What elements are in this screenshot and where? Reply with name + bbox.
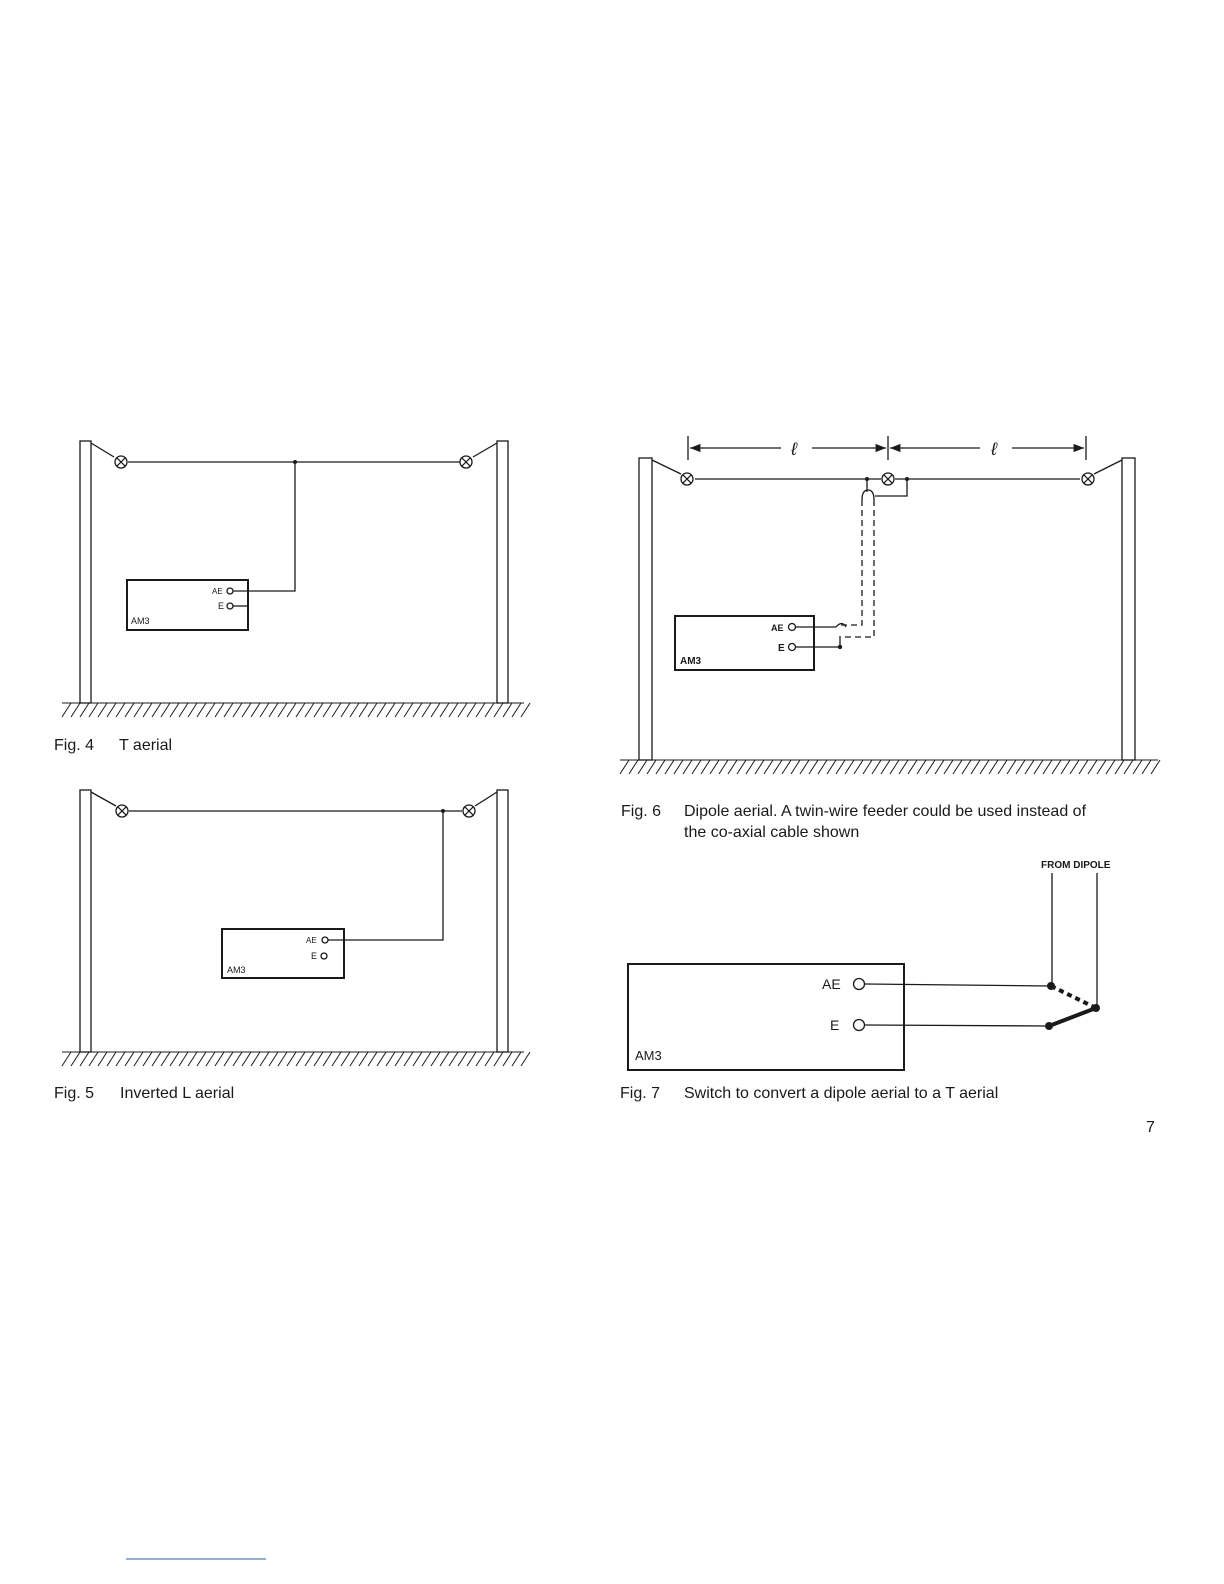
insulator-icon [882, 473, 894, 485]
ground-hatching [62, 1052, 530, 1066]
figure-number: Fig. 4 [54, 737, 95, 754]
coaxial-cable [840, 500, 862, 625]
insulator-icon [460, 456, 472, 468]
figure-4-t-aerial [54, 441, 530, 754]
figure-7-switch [620, 860, 1111, 1102]
e-terminal-label: E [778, 643, 785, 654]
left-mast [80, 790, 91, 1052]
insulator-icon [681, 473, 693, 485]
receiver-label: AM3 [680, 656, 702, 667]
right-mast [497, 790, 508, 1052]
ae-terminal-label: AE [212, 587, 223, 596]
receiver-label: AM3 [227, 965, 246, 975]
figure-caption-line-1: Dipole aerial. A twin-wire feeder could be used instead of [684, 803, 1087, 820]
figure-caption: Inverted L aerial [120, 1085, 235, 1102]
figure-number: Fig. 7 [620, 1085, 661, 1102]
ae-terminal-label: AE [822, 976, 841, 992]
switch-blade [1049, 1008, 1096, 1026]
e-terminal-label: E [218, 601, 225, 611]
e-terminal-label: E [830, 1017, 840, 1033]
figure-caption: T aerial [119, 737, 173, 754]
insulator-icon [1082, 473, 1094, 485]
figure-5-inverted-l-aerial [54, 790, 530, 1102]
insulator-icon [116, 805, 128, 817]
figure-caption-line-2: the co-axial cable shown [684, 824, 860, 841]
e-terminal-label: E [311, 951, 318, 961]
figure-number: Fig. 6 [621, 803, 662, 820]
insulator-icon [463, 805, 475, 817]
downlead-wire [232, 462, 295, 591]
left-mast [639, 458, 652, 760]
ae-terminal-label: AE [306, 936, 317, 945]
ground-hatching [62, 703, 530, 717]
page-number: 7 [1146, 1119, 1155, 1136]
receiver-label: AM3 [131, 616, 150, 626]
receiver-label: AM3 [635, 1048, 662, 1063]
insulator-icon [115, 456, 127, 468]
from-dipole-label: FROM DIPOLE [1041, 860, 1111, 871]
ground-hatching [620, 760, 1160, 774]
figure-caption: Switch to convert a dipole aerial to a T aerial [684, 1085, 999, 1102]
ae-terminal-label: AE [771, 623, 784, 633]
figure-6-dipole-aerial [620, 436, 1160, 841]
right-mast [1122, 458, 1135, 760]
downlead-wire [328, 811, 443, 940]
left-mast [80, 441, 91, 703]
dimension-label-right: ℓ [991, 439, 997, 459]
figure-number: Fig. 5 [54, 1085, 95, 1102]
dimension-label-left: ℓ [791, 439, 797, 459]
switch-open-position [1051, 986, 1096, 1008]
right-mast [497, 441, 508, 703]
